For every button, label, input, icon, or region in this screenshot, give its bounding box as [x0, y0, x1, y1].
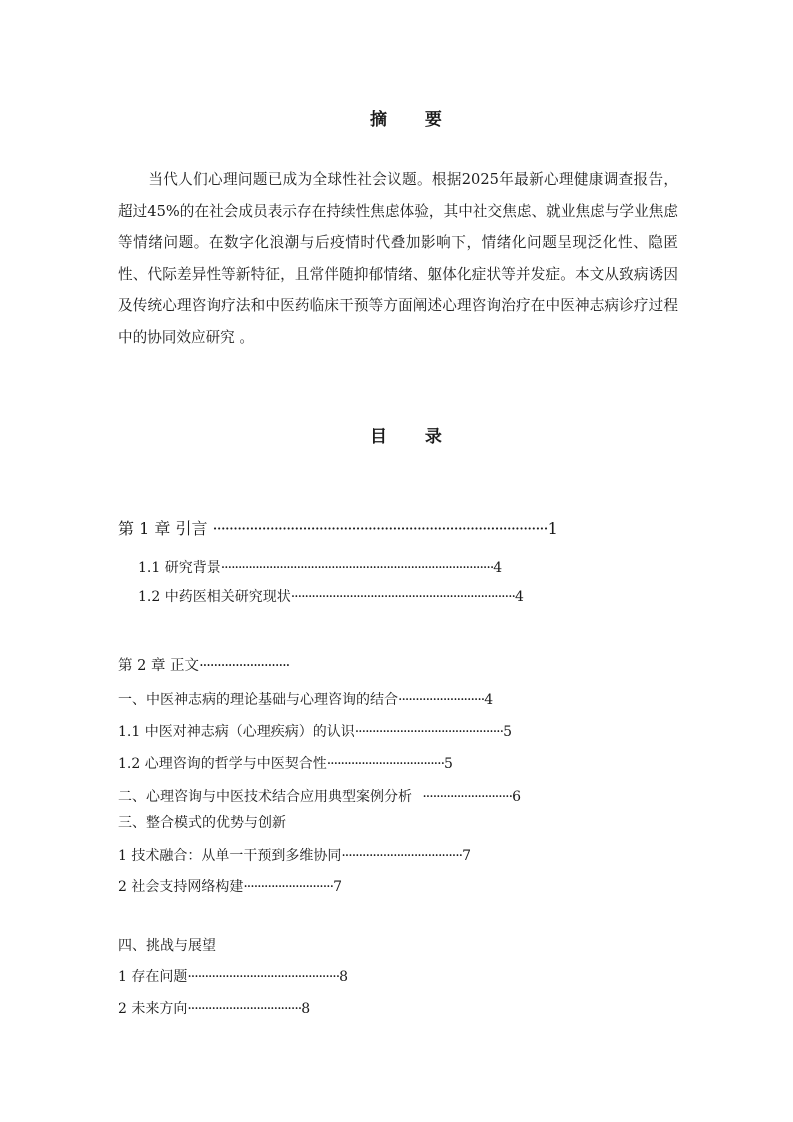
toc-leader: ·················································································· — [212, 519, 548, 538]
toc-entry[interactable] — [118, 876, 342, 896]
toc-page-number: 4 — [514, 589, 524, 605]
toc-entry[interactable] — [118, 966, 348, 986]
toc-entry-label: 1.1 中医对神志病（心理疾病）的认识 — [118, 724, 355, 740]
toc-page-number: 5 — [503, 724, 512, 740]
toc-leader: ································································· — [290, 589, 515, 605]
toc-page-number: 7 — [462, 848, 472, 864]
toc-leader: ·························· — [243, 879, 334, 895]
toc-page-number: 5 — [444, 756, 453, 772]
toc-entry[interactable] — [118, 654, 289, 675]
toc-entry-label: 1.1 研究背景 — [138, 560, 221, 576]
toc-page-number: 6 — [512, 789, 521, 805]
toc-page-number: 8 — [301, 1001, 311, 1017]
toc-entry[interactable] — [118, 516, 558, 539]
toc-leader: ························· — [199, 658, 290, 674]
abstract-text: 当代人们心理问题已成为全球性社会议题。根据2025年最新心理健康调查报告，超过45%的在社会成员表示存在持续性焦虑体验，其中社交焦虑、就业焦虑与学业焦虑等情绪问题。在数字化浪潮与后疫情时代叠加影响下，情绪化问题呈现泛化性、隐匿性、代际差异性等新特征，且常伴随抑郁情绪、躯体化症状等并发症。本文从致病诱因及传统心理咨询疗法和中医药临床干预等方面阐述心理咨询治疗在中医神志病诊疗过程中的协同效应研究 。 — [118, 171, 678, 346]
toc-entry[interactable] — [118, 786, 521, 806]
toc-entry[interactable] — [118, 998, 310, 1018]
toc-entry-label: 1 技术融合：从单一干预到多维协同 — [118, 848, 342, 864]
toc-leader: ··············································································· — [220, 560, 494, 576]
abstract-body — [118, 164, 678, 353]
toc-entry[interactable] — [118, 753, 453, 773]
toc-entry-label: 四、挑战与展望 — [118, 938, 216, 954]
toc-page-number: 8 — [339, 969, 349, 985]
toc-entry[interactable] — [118, 721, 512, 741]
toc-leader: ············································ — [187, 969, 340, 985]
toc-entry-label: 二、心理咨询与中医技术结合应用典型案例分析 — [118, 789, 412, 805]
toc-entry-label: 第 1 章 引言 — [118, 519, 208, 538]
toc-entry-label: 第 2 章 正文 — [118, 658, 200, 674]
toc-entry[interactable] — [118, 812, 286, 832]
toc-leader: ································· — [187, 1001, 302, 1017]
toc-leader: ·························· — [412, 789, 513, 805]
toc-entry-label: 1.2 心理咨询的哲学与中医契合性 — [118, 756, 327, 772]
toc-page-number: 7 — [333, 879, 342, 895]
toc-heading: 目 录 — [370, 427, 458, 447]
toc-page-number: 4 — [493, 560, 503, 576]
toc-entry-label: 2 社会支持网络构建 — [118, 879, 244, 895]
toc-entry-label: 2 未来方向 — [118, 1001, 188, 1017]
toc-page-number: 4 — [484, 692, 494, 708]
toc-leader: ························· — [398, 692, 485, 708]
toc-page-number: 1 — [547, 519, 558, 538]
toc-entry-label: 1 存在问题 — [118, 969, 188, 985]
toc-entry-label: 一、中医神志病的理论基础与心理咨询的结合 — [118, 692, 398, 708]
toc-entry[interactable] — [138, 586, 524, 606]
toc-entry[interactable] — [118, 845, 471, 865]
toc-entry-label: 三、整合模式的优势与创新 — [118, 815, 286, 831]
toc-entry-label: 1.2 中药医相关研究现状 — [138, 589, 291, 605]
toc-leader: ··········································· — [354, 724, 504, 740]
toc-leader: ·································· — [326, 756, 445, 772]
toc-leader: ··································· — [341, 848, 463, 864]
abstract-heading: 摘 要 — [370, 110, 458, 130]
toc-entry[interactable] — [138, 557, 502, 577]
toc-entry[interactable] — [118, 935, 216, 955]
toc-entry[interactable] — [118, 689, 493, 709]
